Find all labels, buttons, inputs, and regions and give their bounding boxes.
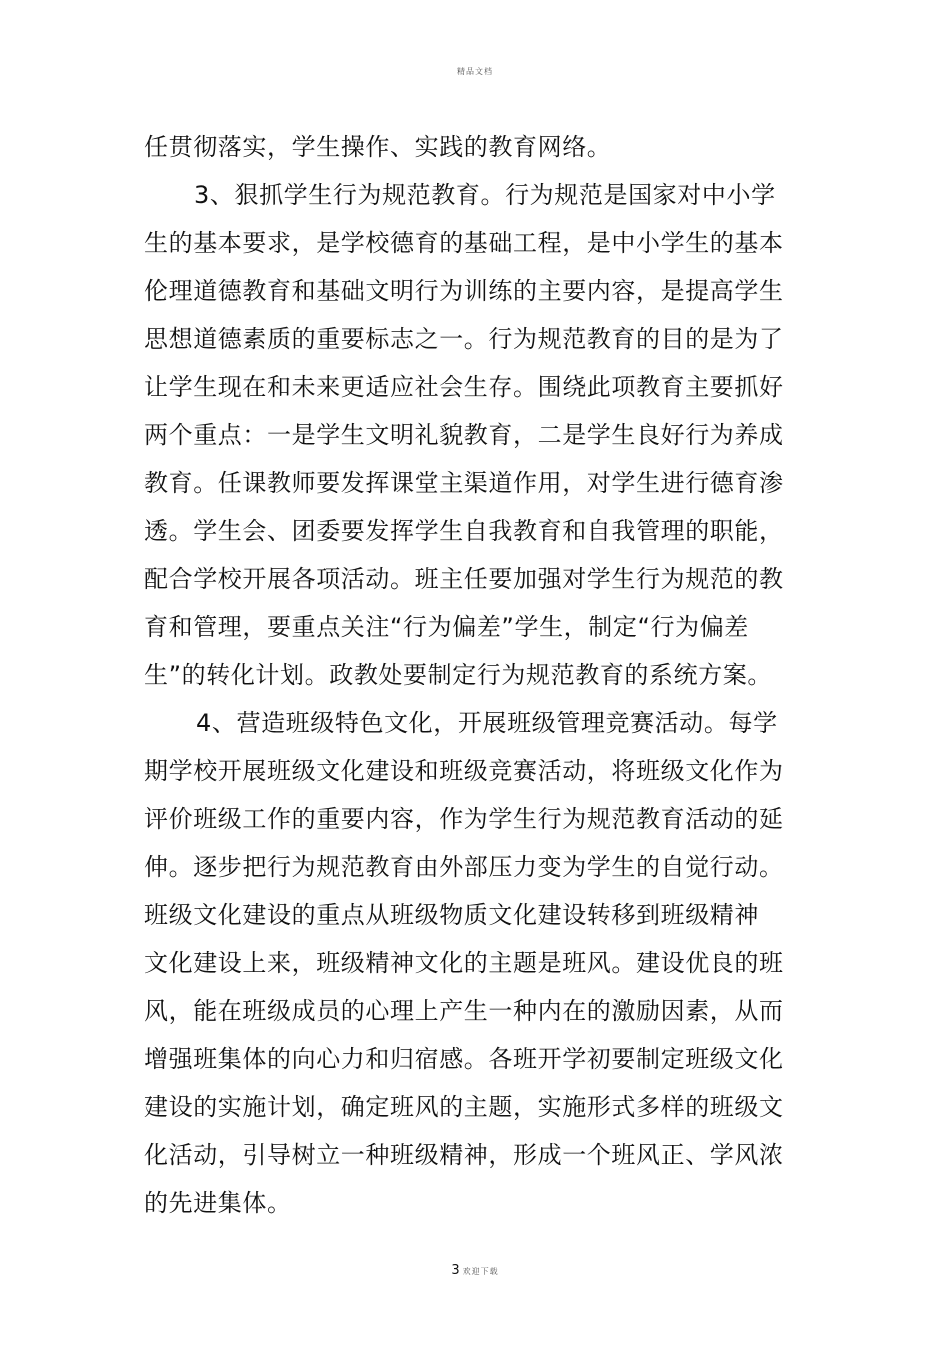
text-line-5: 思想道德素质的重要标志之一。行为规范教育的目的是为了 (144, 325, 784, 353)
text-line-7: 两个重点：一是学生文明礼貌教育，二是学生良好行为养成 (144, 421, 784, 449)
text-line-15: 评价班级工作的重要内容，作为学生行为规范教育活动的延 (144, 805, 784, 833)
text-line-12: 生”的转化计划。政教处要制定行为规范教育的系统方案。 (144, 661, 773, 689)
text-line-1: 任贯彻落实，学生操作、实践的教育网络。 (144, 133, 612, 161)
page-number: 3 (451, 1263, 460, 1278)
text-line-11: 育和管理，要重点关注“行为偏差”学生，制定“行为偏差 (144, 613, 749, 641)
text-line-21: 建设的实施计划，确定班风的主题，实施形式多样的班级文 (144, 1093, 784, 1121)
text-line-20: 增强班集体的向心力和归宿感。各班开学初要制定班级文化 (144, 1045, 784, 1073)
text-line-9: 透。学生会、团委要发挥学生自我教育和自我管理的职能， (144, 517, 784, 545)
text-line-6: 让学生现在和未来更适应社会生存。围绕此项教育主要抓好 (144, 373, 784, 401)
text-line-4: 伦理道德教育和基础文明行为训练的主要内容，是提高学生 (144, 277, 784, 305)
text-line-17: 班级文化建设的重点从班级物质文化建设转移到班级精神 (144, 901, 759, 929)
text-line-22: 化活动，引导树立一种班级精神，形成一个班风正、学风浓 (144, 1141, 784, 1169)
footer-note: 欢迎下载 (462, 1267, 499, 1276)
text-line-16: 伸。逐步把行为规范教育由外部压力变为学生的自觉行动。 (144, 853, 784, 881)
text-line-8: 教育。任课教师要发挥课堂主渠道作用，对学生进行德育渗 (144, 469, 784, 497)
text-line-18: 文化建设上来，班级精神文化的主题是班风。建设优良的班 (144, 949, 784, 977)
text-line-19: 风，能在班级成员的心理上产生一种内在的激励因素，从而 (144, 997, 784, 1025)
header-note: 精品文档 (457, 67, 493, 76)
text-line-13: 4、营造班级特色文化，开展班级管理竞赛活动。每学 (196, 709, 778, 737)
text-line-14: 期学校开展班级文化建设和班级竞赛活动，将班级文化作为 (144, 757, 784, 785)
text-line-3: 生的基本要求，是学校德育的基础工程，是中小学生的基本 (144, 229, 784, 257)
page-footer (0, 1259, 950, 1278)
text-line-10: 配合学校开展各项活动。班主任要加强对学生行为规范的教 (144, 565, 784, 593)
text-line-2: 3、狠抓学生行为规范教育。行为规范是国家对中小学 (194, 181, 776, 209)
text-line-23: 的先进集体。 (144, 1189, 292, 1217)
